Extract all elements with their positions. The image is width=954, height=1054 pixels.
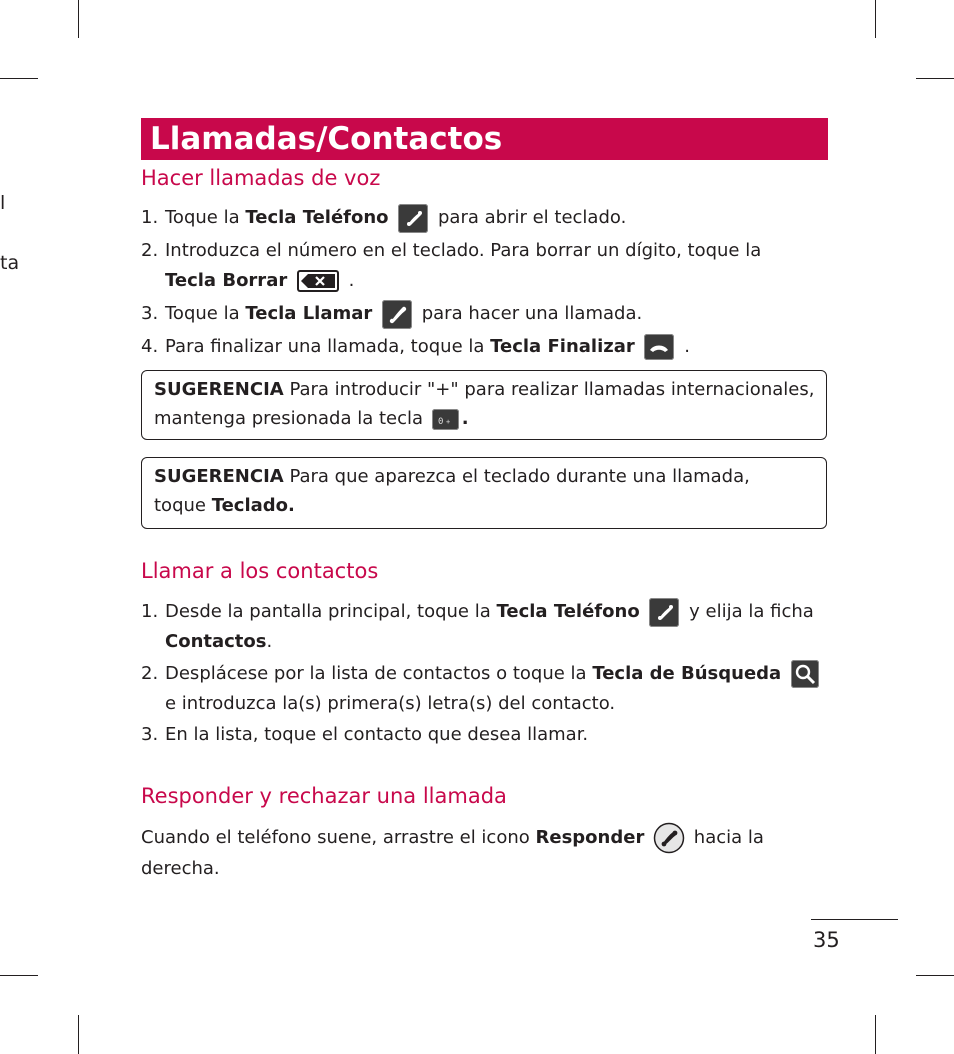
svg-text:0: 0 [437,416,444,427]
title-bar [141,118,828,160]
end-key-label: Tecla Finalizar [490,336,635,357]
edge-fragment: ta [0,252,20,274]
step-number: 3. [141,303,159,324]
zero-key-icon [432,409,459,430]
crop-mark [916,78,954,79]
page-number: 35 [813,928,840,952]
phone-icon [398,204,428,233]
tip-label: SUGERENCIA [154,466,284,487]
search-icon [791,660,819,688]
answer-paragraph: Cuando el teléfono suene, arrastre el icono Responder hacia la derecha. [141,822,764,884]
crop-mark [78,1015,79,1054]
crop-mark [875,1015,876,1054]
step-number: 1. [141,601,159,622]
end-call-icon [644,334,674,360]
tip-label: SUGERENCIA [154,379,284,400]
phone-key-label: Tecla Teléfono [245,207,389,228]
step-number: 4. [141,336,159,357]
delete-key-label: Tecla Borrar [165,270,288,291]
crop-mark [0,975,38,976]
step-number: 2. [141,663,159,684]
section-heading-answer: Responder y rechazar una llamada [141,784,507,808]
page-title: Llamadas/Contactos [150,121,503,157]
tip-box: SUGERENCIA Para que aparezca el teclado durante una llamada, toque Teclado. [141,457,827,529]
footer-rule [811,919,898,920]
answer-icon [653,822,685,854]
edge-fragment: l [0,192,6,214]
step-number: 1. [141,207,159,228]
answer-label: Responder [535,827,645,848]
svg-text:+: + [445,417,450,426]
call-icon [382,300,412,329]
backspace-icon [297,270,339,292]
call-key-label: Tecla Llamar [245,303,373,324]
crop-mark [0,78,38,79]
phone-key-label: Tecla Teléfono [496,601,640,622]
section-heading-voice: Hacer llamadas de voz [141,166,381,190]
crop-mark [916,975,954,976]
step-number: 3. [141,724,159,745]
search-key-label: Tecla de Búsqueda [592,663,782,684]
crop-mark [875,0,876,38]
crop-mark [78,0,79,38]
phone-icon [649,598,679,627]
step-number: 2. [141,240,159,261]
tip-box: SUGERENCIA Para introducir "+" para realizar llamadas internacionales, mantenga presionada la tecla 0 + . [141,370,827,440]
section-heading-contacts: Llamar a los contactos [141,559,379,583]
